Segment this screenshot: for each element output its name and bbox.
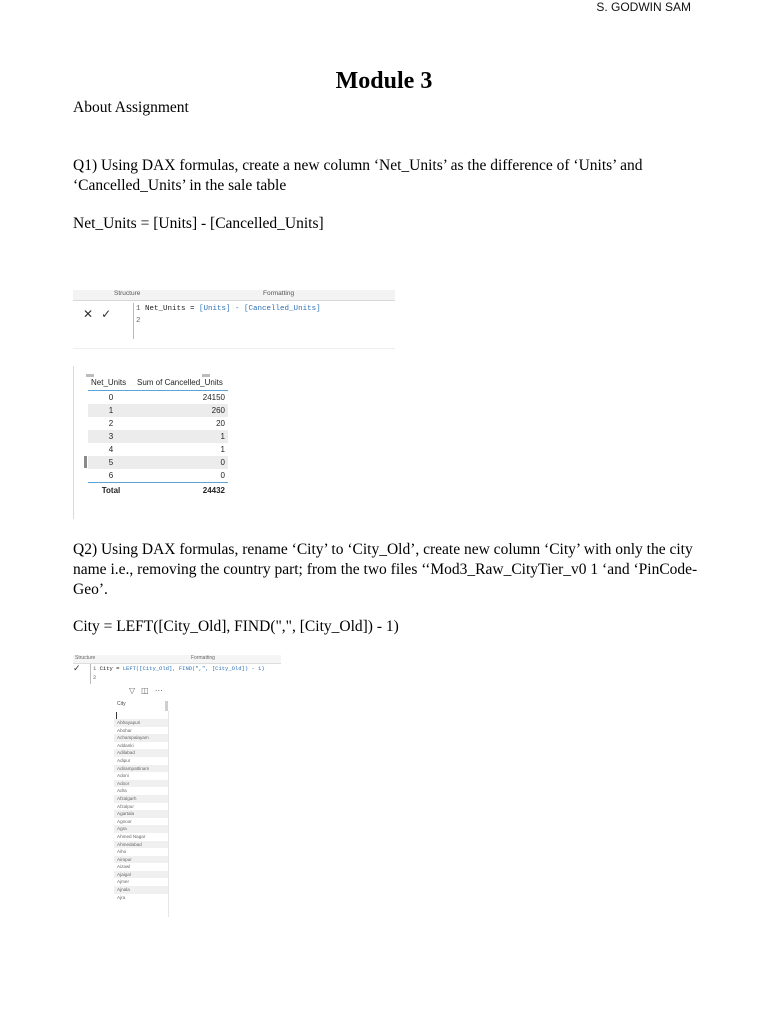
resize-handle[interactable] — [84, 456, 87, 468]
formula-separator — [133, 303, 134, 339]
list-item[interactable]: Agra — [114, 825, 168, 833]
formula-separator — [90, 664, 91, 684]
structure-label: Structure — [75, 655, 96, 661]
table-cell: 5 — [88, 456, 134, 469]
list-item[interactable]: Abohar — [117, 727, 132, 733]
close-icon[interactable]: ✕ — [83, 307, 94, 321]
list-item[interactable]: Afzalpur — [117, 803, 134, 809]
list-item[interactable]: Ajmer — [117, 879, 129, 885]
table-row — [88, 404, 228, 417]
table-row — [88, 430, 228, 443]
table-cell: 0 — [108, 393, 114, 402]
focus-mode-icon[interactable]: ◫ — [141, 686, 149, 695]
table-row — [88, 456, 228, 469]
checkmark-icon[interactable]: ✓ — [73, 664, 81, 674]
list-item[interactable]: Ahmedabad — [114, 841, 168, 849]
table-cell: 2 — [108, 419, 114, 428]
table-cell: 4 — [108, 445, 114, 454]
formula-expression: [Units] - [Cancelled_Units] — [199, 305, 321, 313]
table-cell: 6 — [108, 471, 114, 480]
column-name: Net_Units = — [145, 305, 200, 313]
list-item[interactable]: Adilabad — [114, 749, 168, 757]
line-number: 1 — [93, 665, 97, 672]
column-header-net-units[interactable]: Net_Units — [88, 376, 134, 391]
list-item[interactable]: Aizawl — [117, 864, 131, 870]
table-row — [88, 443, 228, 456]
list-item[interactable]: Aiho — [117, 849, 127, 855]
list-item[interactable]: Adoni — [117, 773, 129, 779]
list-item[interactable]: Adra — [117, 788, 127, 794]
table-cell: 260 — [134, 404, 228, 417]
formula-2: City = LEFT([City_Old], FIND(",", [City_Old]) - 1) — [73, 618, 399, 635]
checkmark-icon[interactable]: ✓ — [101, 307, 112, 321]
formatting-label: Formatting — [191, 655, 215, 661]
table-row — [88, 391, 228, 405]
text-cursor — [116, 712, 117, 719]
structure-label: Structure — [114, 290, 141, 297]
list-item[interactable]: Addanki — [117, 742, 134, 748]
list-item[interactable]: Ajra — [117, 894, 126, 900]
table-row — [88, 469, 228, 483]
formula-bar-screenshot-1 — [73, 290, 395, 349]
formula-line-1[interactable] — [93, 665, 265, 672]
total-label: Total — [88, 483, 134, 498]
subtitle: About Assignment — [73, 99, 189, 116]
list-item[interactable]: Ajnala — [114, 886, 168, 894]
list-item[interactable]: Adirampattinam — [114, 765, 168, 773]
more-options-icon[interactable]: ⋯ — [154, 686, 163, 695]
line-number: 2 — [136, 317, 141, 325]
table-cell: 0 — [220, 471, 225, 480]
list-item[interactable]: Agnoor — [117, 818, 132, 824]
ribbon-labels — [73, 655, 281, 664]
line-number: 1 — [136, 305, 141, 313]
question-1: Q1) Using DAX formulas, create a new column ‘Net_Units’ as the difference of ‘Units’ and ‘Cancelled_Units’ in the sale table — [73, 157, 643, 194]
net-units-table — [88, 376, 228, 497]
list-item[interactable]: Afzalgarh — [114, 795, 168, 803]
document-title: Module 3 — [335, 68, 433, 94]
formula-line-1[interactable] — [136, 305, 321, 313]
table-cell: 24150 — [202, 393, 225, 402]
table-cell: 0 — [134, 456, 228, 469]
city-list — [114, 711, 169, 917]
table-cell: 20 — [216, 419, 225, 428]
list-item[interactable]: Airopur — [114, 856, 168, 864]
formula-line-2[interactable] — [136, 317, 141, 325]
list-item[interactable]: Achampalayam — [114, 734, 168, 742]
column-header-city[interactable]: City — [117, 701, 126, 707]
scrollbar[interactable] — [165, 701, 168, 711]
table-cell: 1 — [220, 445, 225, 454]
table-total-row — [88, 483, 228, 498]
list-item[interactable]: Ajaigal — [114, 871, 168, 879]
table-cell: 1 — [134, 430, 228, 443]
formula-line-2[interactable] — [93, 674, 96, 681]
filter-icon[interactable]: ▽ — [129, 686, 136, 695]
city-column-screenshot — [73, 655, 281, 911]
table-row — [88, 417, 228, 430]
formula-1: Net_Units = [Units] - [Cancelled_Units] — [73, 215, 324, 232]
formatting-label: Formatting — [263, 290, 295, 297]
column-header-cancelled-units[interactable]: Sum of Cancelled_Units — [134, 376, 228, 391]
table-cell: 1 — [88, 404, 134, 417]
formula-expression: LEFT([City_Old], FIND(",", [City_Old]) - 1) — [122, 665, 265, 672]
table-visual-screenshot — [73, 366, 256, 519]
question-2: Q2) Using DAX formulas, rename ‘City’ to ‘City_Old’, create new column ‘City’ with only the city name i.e., removing the country part; from the two files ‘‘Mod3_Raw_CityTier_v0 1 ‘and ‘PinCode-Geo’. — [73, 541, 698, 598]
column-name: City = — [99, 665, 123, 672]
list-item[interactable]: Abhayapuri — [114, 719, 168, 727]
table-cell: 3 — [88, 430, 134, 443]
list-item[interactable]: Adoor — [114, 780, 168, 788]
total-value: 24432 — [134, 483, 228, 498]
list-item[interactable]: Agartala — [114, 810, 168, 818]
line-number: 2 — [93, 674, 97, 681]
list-item[interactable]: Ahmed Nagar — [117, 833, 146, 839]
author-name: S. GODWIN SAM — [596, 0, 691, 14]
ribbon-labels — [73, 290, 395, 301]
list-item[interactable]: Adipur — [117, 757, 131, 763]
